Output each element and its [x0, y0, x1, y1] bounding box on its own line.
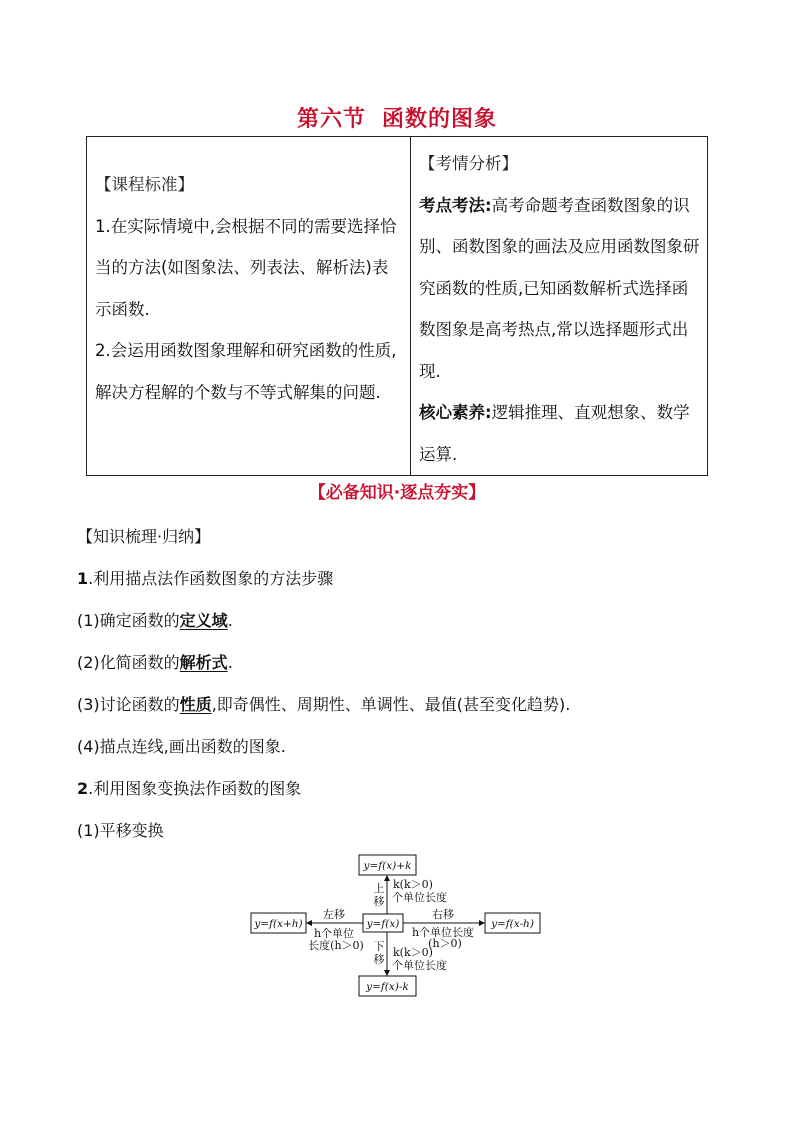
label-top: y=f(x)+k [363, 860, 412, 872]
label-bottom: y=f(x)-k [366, 981, 409, 993]
exam-points-text: 高考命题考查函数图象的识别、函数图象的画法及应用函数图象研究函数的性质,已知函数解析式选择函数图象是高考热点,常以选择题形式出现. [419, 195, 700, 381]
knowledge-content [77, 516, 717, 852]
right-unit-1: h个单位长度 [411, 926, 475, 939]
core-literacy-label: 核心素养: [419, 403, 492, 422]
page-title [0, 102, 794, 133]
keyword-property: 性质 [179, 695, 212, 714]
right-unit-2: (h＞0) [428, 937, 462, 950]
curriculum-standard-header: 【课程标准】 [95, 175, 194, 194]
keyword-domain: 定义域 [179, 611, 228, 630]
up-unit: 个单位长度 [392, 891, 447, 904]
label-left: y=f(x+h) [254, 918, 303, 930]
left-move: 左移 [323, 908, 345, 921]
down-unit: 个单位长度 [392, 959, 447, 972]
label-right: y=f(x-h) [491, 918, 534, 930]
left-unit-2: 长度(h＞0) [308, 939, 364, 952]
curriculum-standard-item-1: 1.在实际情境中,会根据不同的需要选择恰当的方法(如图象法、列表法、解析法)表示函数. [95, 216, 397, 319]
knowledge-sub-heading: 【知识梳理·归纳】 [77, 527, 211, 546]
curriculum-standard-item-2: 2.会运用函数图象理解和研究函数的性质,解决方程解的个数与不等式解集的问题. [95, 341, 397, 402]
curriculum-standard-cell [87, 137, 411, 476]
keyword-expression: 解析式 [179, 653, 228, 672]
up-condition: k(k＞0) [393, 878, 433, 891]
label-center: y=f(x) [366, 918, 400, 930]
down-condition: k(k＞0) [393, 946, 433, 959]
left-unit-1: h个单位 [313, 927, 355, 940]
point-2-title: 2.利用图象变换法作函数的图象 [77, 779, 302, 798]
exam-points-paragraph [419, 185, 701, 393]
point-1-step-3: (3)讨论函数的性质,即奇偶性、周期性、单调性、最值(甚至变化趋势). [77, 695, 571, 714]
up-char-2: 移 [373, 895, 385, 908]
curriculum-table [86, 136, 708, 476]
point-1-title: 1.利用描点法作函数图象的方法步骤 [77, 569, 334, 588]
point-1-step-1: (1)确定函数的定义域. [77, 611, 233, 630]
down-char-2: 移 [373, 953, 385, 966]
point-1-step-4: (4)描点连线,画出函数的图象. [77, 737, 286, 756]
core-literacy-text: 逻辑推理、直观想象、数学运算. [419, 403, 690, 464]
exam-analysis-header: 【考情分析】 [419, 154, 518, 173]
down-char-1: 下 [373, 940, 385, 953]
core-literacy-paragraph [419, 392, 701, 475]
section-number: 第六节 [296, 107, 366, 132]
right-move: 右移 [432, 908, 454, 921]
translation-diagram [248, 852, 544, 1000]
up-char-1: 上 [373, 882, 385, 895]
exam-points-label: 考点考法: [419, 195, 492, 215]
point-2-sub-1: (1)平移变换 [77, 821, 164, 840]
section-heading: 【必备知识·逐点夯实】 [308, 483, 486, 503]
exam-analysis-cell [411, 137, 708, 476]
point-1-step-2: (2)化简函数的解析式. [77, 653, 233, 672]
section-topic: 函数的图象 [382, 107, 498, 132]
